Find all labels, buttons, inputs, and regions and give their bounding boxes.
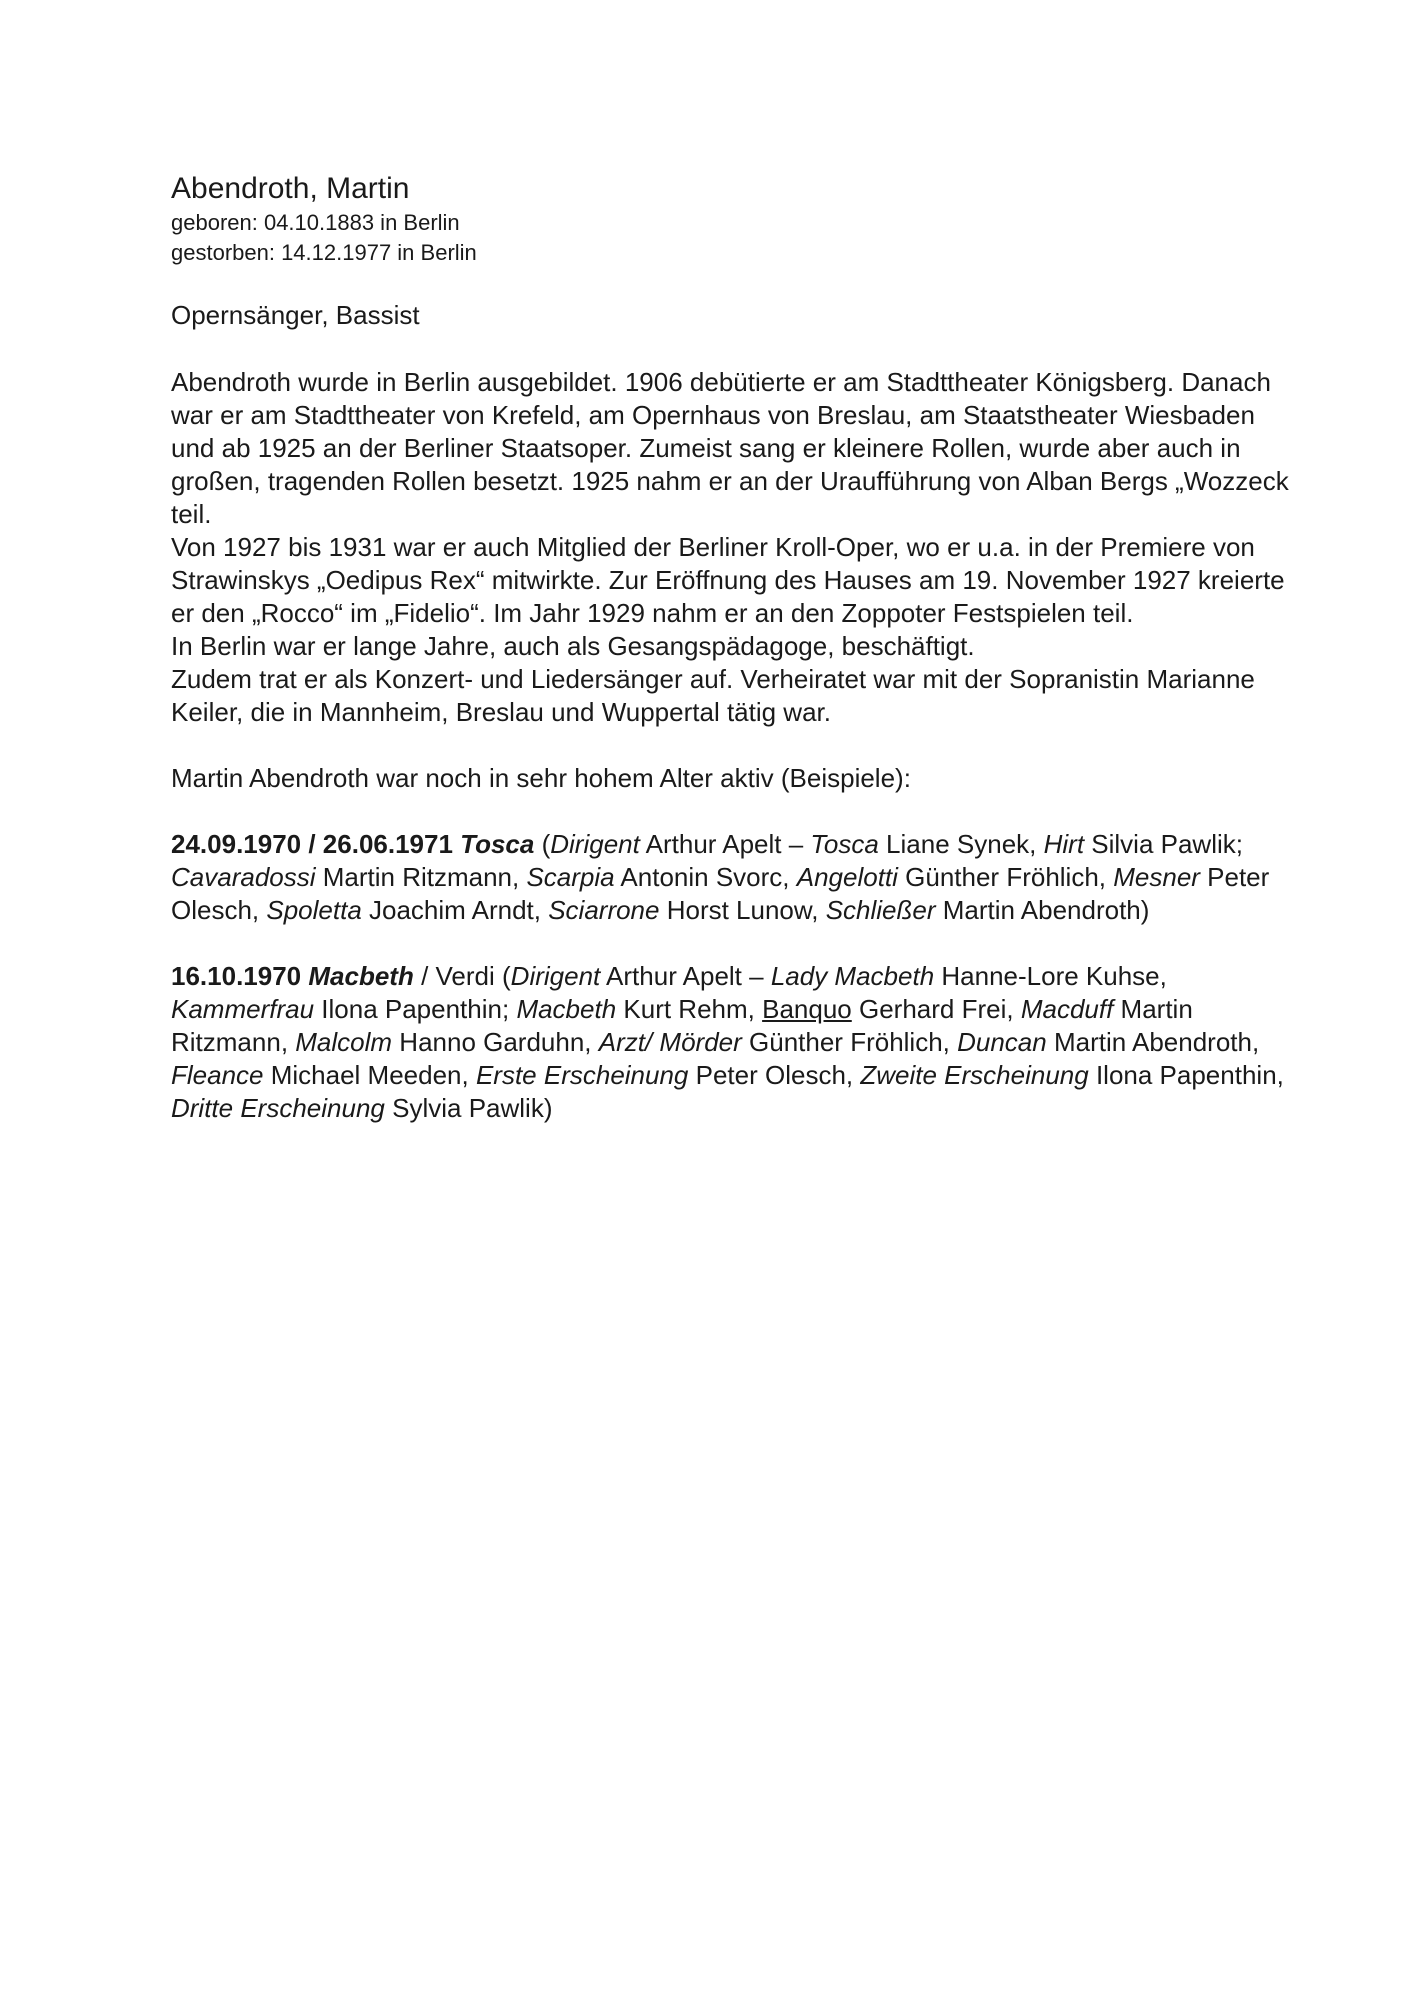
role: Macbeth [516, 994, 617, 1024]
cast: Kurt Rehm, [616, 994, 763, 1024]
perf-date: 24.09.1970 / 26.06.1971 [171, 829, 453, 859]
profession: Opernsänger, Bassist [171, 300, 420, 330]
cast: Hanne-Lore Kuhse, [934, 961, 1167, 991]
role: Angelotti [796, 862, 898, 892]
cast: Joachim Arndt, [361, 895, 549, 925]
cast: Arthur Apelt – [600, 961, 771, 991]
cast: Gerhard Frei, [851, 994, 1021, 1024]
cast: Michael Meeden, [263, 1060, 476, 1090]
cast: Hanno Garduhn, [392, 1027, 599, 1057]
cast: Peter Olesch, [688, 1060, 861, 1090]
role: Mesner [1113, 862, 1200, 892]
role: Zweite Erscheinung [860, 1060, 1089, 1090]
bio-paragraph-4: Zudem trat er als Konzert- und Liedersänger auf. Verheiratet war mit der Sopranistin Marianne Keiler, die in Mannheim, Breslau und Wuppertal tätig war. [171, 664, 1255, 727]
role: Arzt/ Mörder [598, 1027, 742, 1057]
cast: Sylvia Pawlik) [384, 1093, 553, 1123]
role: Erste Erscheinung [475, 1060, 689, 1090]
role: Malcolm [295, 1027, 393, 1057]
bio-paragraph-2: Von 1927 bis 1931 war er auch Mitglied der Berliner Kroll-Oper, wo er u.a. in der Premiere von Strawinskys „Oedipus Rex“ mitwirkte. Zur Eröffnung des Hauses am 19. November 1927 kreierte er den „Rocco“ im „Fidelio“. Im Jahr 1929 nahm er an den Zoppoter Festspielen teil. [171, 532, 1285, 628]
examples-intro: Martin Abendroth war noch in sehr hohem Alter aktiv (Beispiele): [171, 763, 911, 793]
role-underlined: Banquo [762, 994, 852, 1024]
bio-paragraph-1: Abendroth wurde in Berlin ausgebildet. 1906 debütierte er am Stadttheater Königsberg. Danach war er am Stadttheater von Krefeld, am Opernhaus von Breslau, am Staatstheater Wiesbaden und ab 1925 an der Berliner Staatsoper. Zumeist sang er kleinere Rollen, wurde aber auch in großen, tragenden Rollen besetzt. 1925 nahm er an der Uraufführung von Alban Bergs „Wozzeck teil. [171, 367, 1289, 529]
cast: Martin Abendroth, [1046, 1027, 1260, 1057]
death-info: gestorben: 14.12.1977 in Berlin [171, 240, 477, 265]
role: Lady Macbeth [770, 961, 935, 991]
cast: Ilona Papenthin; [314, 994, 517, 1024]
role: Kammerfrau [171, 994, 315, 1024]
cast: Antonin Svorc, [614, 862, 797, 892]
cast: Silvia Pawlik; [1084, 829, 1243, 859]
composer: / Verdi ( [413, 961, 511, 991]
role: Hirt [1043, 829, 1085, 859]
role: Cavaradossi [171, 862, 316, 892]
role: Fleance [171, 1060, 264, 1090]
cast: Günther Fröhlich, [897, 862, 1114, 892]
cast: Martin Ritzmann, [171, 994, 1193, 1057]
cast: Horst Lunow, [659, 895, 826, 925]
role: Scarpia [526, 862, 615, 892]
performance-macbeth [171, 960, 1291, 1125]
role: Tosca [810, 829, 879, 859]
cast: Peter Olesch, [171, 862, 1270, 925]
cast: Arthur Apelt – [639, 829, 811, 859]
role: Macduff [1020, 994, 1114, 1024]
cast: Martin Abendroth) [935, 895, 1150, 925]
role: Duncan [957, 1027, 1047, 1057]
role: Dirigent [550, 829, 640, 859]
opera-title: Tosca [460, 829, 535, 859]
cast: Martin Ritzmann, [315, 862, 527, 892]
role: Spoletta [266, 895, 362, 925]
cast: Liane Synek, [878, 829, 1044, 859]
cast: Günther Fröhlich, [741, 1027, 958, 1057]
role: Sciarrone [548, 895, 660, 925]
role: Schließer [825, 895, 936, 925]
performance-tosca [171, 828, 1291, 927]
perf-date: 16.10.1970 [171, 961, 302, 991]
text: ( [534, 829, 551, 859]
document-page [171, 170, 1291, 1125]
role: Dirigent [510, 961, 601, 991]
biography [171, 366, 1291, 729]
birth-info: geboren: 04.10.1883 in Berlin [171, 210, 460, 235]
cast: Ilona Papenthin, [1088, 1060, 1284, 1090]
bio-paragraph-3: In Berlin war er lange Jahre, auch als Gesangspädagoge, beschäftigt. [171, 631, 975, 661]
role: Dritte Erscheinung [171, 1093, 385, 1123]
opera-title: Macbeth [308, 961, 414, 991]
person-name: Abendroth, Martin [171, 172, 410, 205]
